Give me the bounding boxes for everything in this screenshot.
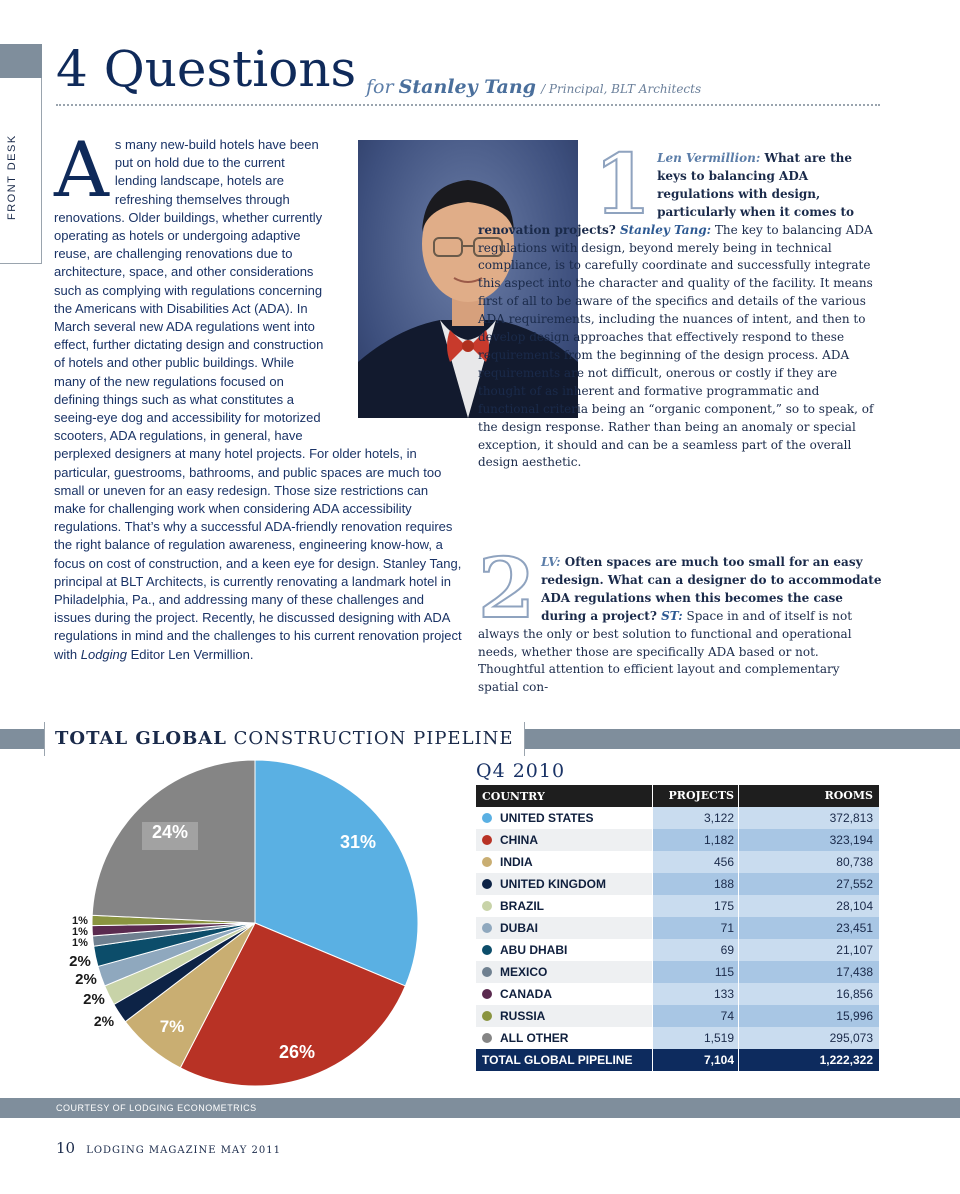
subtitle-name: Stanley Tang [398,76,536,98]
pie-chart [0,760,470,1090]
pie-data-label: 2% [69,953,91,970]
rooms-cell: 23,451 [738,917,879,939]
rooms-cell: 372,813 [738,807,879,829]
pie-data-label: 2% [93,1013,115,1029]
projects-cell: 456 [652,851,738,873]
pie-chart-svg [0,760,470,1090]
country-name: BRAZIL [500,899,544,913]
country-name: RUSSIA [500,1009,546,1023]
table-title: Q4 2010 [476,760,566,782]
projects-cell: 1,182 [652,829,738,851]
q1-interviewer: Len Vermillion: [657,151,761,165]
table-row [476,807,879,829]
page-footer [56,1138,281,1157]
country-name: CHINA [500,833,538,847]
headline [56,40,880,106]
page-number: 10 [56,1139,76,1157]
country-cell [476,877,652,891]
country-name: MEXICO [500,965,548,979]
pie-data-label: 2% [75,971,97,988]
country-name: UNITED KINGDOM [500,877,606,891]
pie-data-label: 26% [278,1042,316,1062]
projects-cell: 3,122 [652,807,738,829]
projects-cell: 74 [652,1005,738,1027]
projects-cell: 69 [652,939,738,961]
pie-data-label: 2% [83,991,105,1008]
legend-dot-icon [482,945,492,955]
legend-dot-icon [482,901,492,911]
subtitle-for: for [366,76,394,98]
legend-dot-icon [482,1011,492,1021]
projects-cell: 175 [652,895,738,917]
pie-data-label: 31% [339,832,377,852]
pie-data-label: 24% [151,822,189,842]
country-name: UNITED STATES [500,811,594,825]
header-projects: PROJECTS [652,785,738,807]
total-rooms: 1,222,322 [738,1049,879,1071]
rooms-cell: 15,996 [738,1005,879,1027]
q1-question: What are the keys to balancing ADA regulations with design, particularly when it comes to renovation projects? [478,151,855,237]
intro-text: s many new-build hotels have been put on hold due to the current lending landscape, hotels are refreshing themselves through renovations. Older buildings, whether currently operating as hotels or undergoing adaptive reuse, are challenging renovations due to architecture, space, and other considerations such as complying with regulations concerning the Americans with Disabilities Act (ADA). In March several new ADA regulations went into effect, further dictating design and construction of hotels and other public buildings. While many of the new regulations focused on defining things such as what constitutes a seeing-eye dog and accessibility for motorized scooters, ADA regulations, in general, have perplexed designers at many hotel projects. For older hotels, in particular, guestrooms, bathrooms, and public spaces are much too small or uneven for an easy redesign. Those size restrictions can make for challenging work when considering ADA accessibility regulations. That’s why a successful ADA-friendly renovation requires the right balance of regulation awareness, engineering know-how, a focus on cost of construction, and a keen eye for design. Stanley Tang, principal at BLT Architects, is currently renovating a landmark hotel in Philadelphia, Pa., and addressing many of these challenges and issues during the project. Recently, he discussed designing with ADA regulations in mind and the challenges to his current renovation project with [54,137,462,662]
country-cell [476,965,652,979]
projects-cell: 133 [652,983,738,1005]
question-number-2: 2 [478,541,536,637]
table-row [476,1027,879,1049]
drop-cap: A [54,125,109,214]
legend-dot-icon [482,879,492,889]
rooms-cell: 323,194 [738,829,879,851]
page-title: 4 Questions [56,40,357,98]
section-title-bold: TOTAL GLOBAL [55,728,227,749]
table-row [476,961,879,983]
section-title [44,722,525,756]
rooms-cell: 28,104 [738,895,879,917]
legend-dot-icon [482,835,492,845]
pie-data-label: 7% [159,1017,185,1036]
country-cell [476,855,652,869]
rooms-cell: 16,856 [738,983,879,1005]
q2-interviewee: ST: [661,608,683,623]
legend-dot-icon [482,989,492,999]
country-name: INDIA [500,855,533,869]
projects-cell: 188 [652,873,738,895]
pie-data-label: 1% [72,937,88,949]
table-row [476,917,879,939]
country-cell [476,899,652,913]
table-row [476,851,879,873]
legend-dot-icon [482,857,492,867]
table-row [476,983,879,1005]
country-cell [476,811,652,825]
q1-interviewee: Stanley Tang: [619,222,712,237]
q2-interviewer: LV: [541,555,561,569]
pie-data-label: 1% [72,915,88,927]
table-total-row [476,1049,879,1071]
question-2 [478,541,882,695]
country-name: ALL OTHER [500,1031,569,1045]
table-row [476,873,879,895]
country-cell [476,1009,652,1023]
legend-dot-icon [482,1033,492,1043]
projects-cell: 71 [652,917,738,939]
section-tab [0,44,42,264]
chart-credit: COURTESY OF LODGING ECONOMETRICS [56,1103,257,1113]
rooms-cell: 80,738 [738,851,879,873]
rooms-cell: 27,552 [738,873,879,895]
legend-dot-icon [482,923,492,933]
q2-answer: Space in and of itself is not always the only or best solution to functional and operational needs, whether those are specifically ADA based or not. Thoughtful attention to efficient layout and complementary spatial con- [478,608,853,695]
table-row [476,939,879,961]
rooms-cell: 21,107 [738,939,879,961]
table-body [476,807,879,1049]
table-row [476,1005,879,1027]
total-projects: 7,104 [652,1049,738,1071]
rooms-cell: 17,438 [738,961,879,983]
projects-cell: 1,519 [652,1027,738,1049]
total-label: TOTAL GLOBAL PIPELINE [482,1053,633,1067]
section-title-rest: CONSTRUCTION PIPELINE [226,728,514,749]
pipeline-table [476,785,879,1071]
country-cell [476,921,652,935]
country-cell [476,943,652,957]
intro-text-end: Editor Len Vermillion. [127,646,254,662]
rooms-cell: 295,073 [738,1027,879,1049]
country-cell [476,833,652,847]
legend-dot-icon [482,813,492,823]
question-1 [478,137,882,536]
section-tab-block [0,44,42,78]
intro-italic: Lodging [80,646,128,662]
magazine-issue: LODGING MAGAZINE MAY 2011 [86,1145,281,1156]
table-header-row [476,785,879,807]
legend-dot-icon [482,967,492,977]
country-cell [476,987,652,1001]
pie-data-label: 1% [72,926,88,938]
table-row [476,895,879,917]
header-country: COUNTRY [482,789,545,803]
country-name: DUBAI [500,921,538,935]
header-rooms: ROOMS [738,785,879,807]
table-row [476,829,879,851]
country-name: CANADA [500,987,552,1001]
q2-question: Often spaces are much too small for an easy redesign. What can a designer do to accommodate ADA regulations when this becomes the case during a project? [541,555,882,623]
question-number-1: 1 [594,137,652,233]
subtitle [366,76,701,98]
section-tab-label: FRONT DESK [6,134,18,220]
country-cell [476,1031,652,1045]
country-name: ABU DHABI [500,943,568,957]
subtitle-role: / Principal, BLT Architects [541,82,702,96]
projects-cell: 115 [652,961,738,983]
q1-answer: The key to balancing ADA regulations with design, beyond merely being in technical compliance, is to carefully coordinate and successfully integrate this aspect into the character and quality of the facility. It means first of all to be aware of the specifics and details of the various ADA requirements, including the nuances of intent, and then to develop design approaches that effectively respond to these requirements from the beginning of the design process. ADA requirements are not difficult, onerous or costly if they are thought of as inherent and formative programmatic and functional criteria being an “organic component,” so to speak, of the design response. Rather than being an anomaly or special exception, it should and can be a seamless part of the overall design aesthetic. [478,222,874,470]
